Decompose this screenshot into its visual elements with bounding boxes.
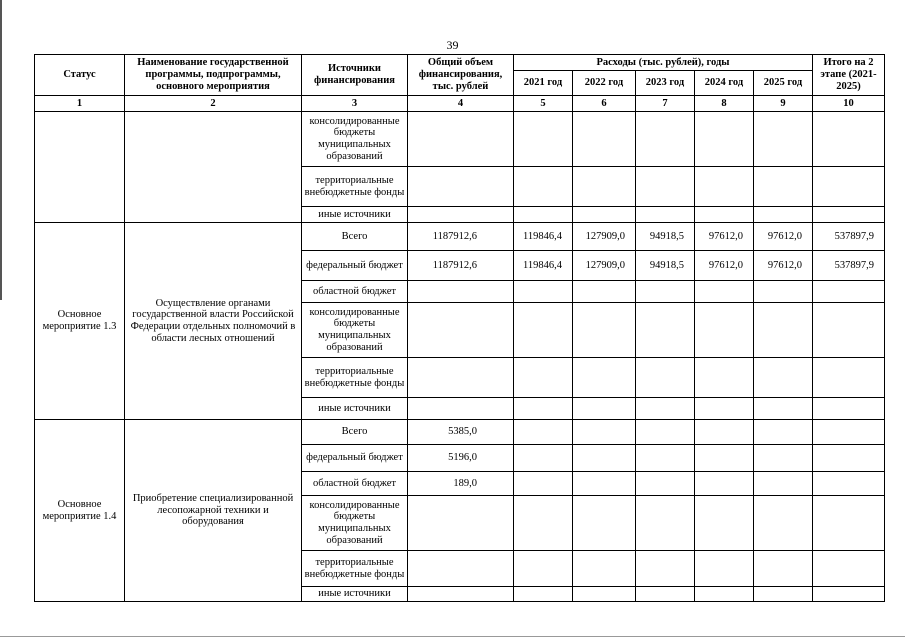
value-cell xyxy=(514,281,573,303)
value-cell xyxy=(813,358,885,398)
col-number: 5 xyxy=(514,96,573,112)
value-cell xyxy=(754,587,813,602)
value-cell xyxy=(813,420,885,445)
value-cell: 537897,9 xyxy=(813,251,885,281)
finance-table xyxy=(34,54,885,602)
program-name-cell: Приобретение специализированной лесопожарной техники и оборудования xyxy=(125,420,302,602)
value-cell xyxy=(813,587,885,602)
value-cell xyxy=(573,303,636,358)
value-cell xyxy=(636,112,695,167)
page-number: 39 xyxy=(446,38,459,52)
value-cell xyxy=(636,445,695,472)
col-number: 8 xyxy=(695,96,754,112)
value-cell xyxy=(754,303,813,358)
value-cell: 5196,0 xyxy=(408,445,514,472)
value-cell xyxy=(636,167,695,207)
value-cell: 97612,0 xyxy=(695,223,754,251)
header-sources: Источники финансирования xyxy=(302,55,408,96)
value-cell: 94918,5 xyxy=(636,223,695,251)
value-cell xyxy=(573,112,636,167)
value-cell xyxy=(813,167,885,207)
value-cell: 189,0 xyxy=(408,472,514,496)
value-cell xyxy=(695,420,754,445)
header-year: 2025 год xyxy=(754,71,813,96)
value-cell xyxy=(573,281,636,303)
source-cell: Всего xyxy=(302,420,408,445)
source-cell: консолидированные бюджеты муниципальных образований xyxy=(302,496,408,551)
value-cell: 97612,0 xyxy=(754,251,813,281)
value-cell xyxy=(695,358,754,398)
value-cell xyxy=(813,472,885,496)
value-cell xyxy=(636,472,695,496)
header-expenses: Расходы (тыс. рублей), годы xyxy=(514,55,813,71)
status-cell xyxy=(35,112,125,223)
value-cell xyxy=(754,112,813,167)
value-cell xyxy=(408,303,514,358)
col-number: 10 xyxy=(813,96,885,112)
value-cell xyxy=(573,420,636,445)
source-cell: иные источники xyxy=(302,398,408,420)
value-cell xyxy=(573,445,636,472)
value-cell: 1187912,6 xyxy=(408,223,514,251)
col-number: 6 xyxy=(573,96,636,112)
value-cell xyxy=(514,420,573,445)
value-cell xyxy=(408,112,514,167)
header-status: Статус xyxy=(35,55,125,96)
scan-bottom-edge xyxy=(0,636,905,637)
source-cell: иные источники xyxy=(302,207,408,223)
value-cell xyxy=(514,303,573,358)
value-cell xyxy=(695,303,754,358)
header-itogo: Итого на 2 этапе (2021-2025) xyxy=(813,55,885,96)
value-cell: 119846,4 xyxy=(514,223,573,251)
source-cell: территориальные внебюджетные фонды xyxy=(302,358,408,398)
source-cell: иные источники xyxy=(302,587,408,602)
source-cell: консолидированные бюджеты муниципальных образований xyxy=(302,112,408,167)
value-cell: 127909,0 xyxy=(573,251,636,281)
value-cell xyxy=(754,551,813,587)
value-cell xyxy=(636,207,695,223)
value-cell xyxy=(514,167,573,207)
value-cell xyxy=(695,112,754,167)
value-cell xyxy=(695,445,754,472)
value-cell xyxy=(573,472,636,496)
source-cell: федеральный бюджет xyxy=(302,445,408,472)
value-cell xyxy=(636,358,695,398)
value-cell xyxy=(514,587,573,602)
col-number: 4 xyxy=(408,96,514,112)
value-cell: 127909,0 xyxy=(573,223,636,251)
value-cell xyxy=(514,398,573,420)
value-cell xyxy=(408,398,514,420)
value-cell xyxy=(695,281,754,303)
value-cell xyxy=(695,551,754,587)
col-number: 7 xyxy=(636,96,695,112)
value-cell xyxy=(636,551,695,587)
source-cell: территориальные внебюджетные фонды xyxy=(302,167,408,207)
value-cell xyxy=(514,358,573,398)
value-cell: 5385,0 xyxy=(408,420,514,445)
value-cell xyxy=(695,207,754,223)
value-cell: 94918,5 xyxy=(636,251,695,281)
value-cell xyxy=(636,587,695,602)
value-cell xyxy=(408,496,514,551)
source-cell: федеральный бюджет xyxy=(302,251,408,281)
status-cell: Основное мероприятие 1.3 xyxy=(35,223,125,420)
value-cell xyxy=(695,587,754,602)
header-year: 2024 год xyxy=(695,71,754,96)
value-cell xyxy=(754,281,813,303)
value-cell xyxy=(695,496,754,551)
header-year: 2022 год xyxy=(573,71,636,96)
value-cell: 537897,9 xyxy=(813,223,885,251)
source-cell: областной бюджет xyxy=(302,472,408,496)
col-number: 1 xyxy=(35,96,125,112)
value-cell xyxy=(573,358,636,398)
col-number: 2 xyxy=(125,96,302,112)
value-cell xyxy=(754,358,813,398)
value-cell xyxy=(514,445,573,472)
value-cell xyxy=(695,167,754,207)
value-cell xyxy=(754,398,813,420)
value-cell xyxy=(573,587,636,602)
value-cell xyxy=(813,551,885,587)
value-cell xyxy=(573,551,636,587)
source-cell: Всего xyxy=(302,223,408,251)
value-cell xyxy=(408,587,514,602)
value-cell xyxy=(813,445,885,472)
value-cell xyxy=(813,496,885,551)
header-year: 2021 год xyxy=(514,71,573,96)
value-cell xyxy=(754,496,813,551)
value-cell: 1187912,6 xyxy=(408,251,514,281)
value-cell xyxy=(573,398,636,420)
value-cell xyxy=(408,207,514,223)
value-cell xyxy=(636,420,695,445)
value-cell xyxy=(408,358,514,398)
program-name-cell: Осуществление органами государственной власти Российской Федерации отдельных полномочий в области лесных отношений xyxy=(125,223,302,420)
value-cell xyxy=(754,472,813,496)
status-cell: Основное мероприятие 1.4 xyxy=(35,420,125,602)
value-cell xyxy=(408,167,514,207)
col-number: 9 xyxy=(754,96,813,112)
value-cell xyxy=(813,303,885,358)
value-cell xyxy=(754,420,813,445)
value-cell xyxy=(514,207,573,223)
value-cell xyxy=(695,398,754,420)
value-cell xyxy=(514,472,573,496)
header-program-name: Наименование государственной программы, подпрограммы, основного мероприятия xyxy=(125,55,302,96)
value-cell xyxy=(813,398,885,420)
value-cell xyxy=(754,207,813,223)
value-cell xyxy=(408,551,514,587)
value-cell xyxy=(514,551,573,587)
value-cell xyxy=(813,207,885,223)
value-cell xyxy=(813,112,885,167)
source-cell: территориальные внебюджетные фонды xyxy=(302,551,408,587)
col-number: 3 xyxy=(302,96,408,112)
value-cell xyxy=(573,207,636,223)
source-cell: областной бюджет xyxy=(302,281,408,303)
value-cell xyxy=(636,496,695,551)
value-cell xyxy=(636,303,695,358)
source-cell: консолидированные бюджеты муниципальных образований xyxy=(302,303,408,358)
value-cell xyxy=(573,496,636,551)
program-name-cell xyxy=(125,112,302,223)
header-total-volume: Общий объем финансирования, тыс. рублей xyxy=(408,55,514,96)
value-cell xyxy=(514,112,573,167)
value-cell: 97612,0 xyxy=(695,251,754,281)
value-cell xyxy=(408,281,514,303)
value-cell xyxy=(636,398,695,420)
value-cell xyxy=(813,281,885,303)
value-cell xyxy=(695,472,754,496)
header-year: 2023 год xyxy=(636,71,695,96)
value-cell xyxy=(636,281,695,303)
value-cell xyxy=(754,167,813,207)
value-cell xyxy=(514,496,573,551)
value-cell: 119846,4 xyxy=(514,251,573,281)
value-cell: 97612,0 xyxy=(754,223,813,251)
value-cell xyxy=(754,445,813,472)
value-cell xyxy=(573,167,636,207)
